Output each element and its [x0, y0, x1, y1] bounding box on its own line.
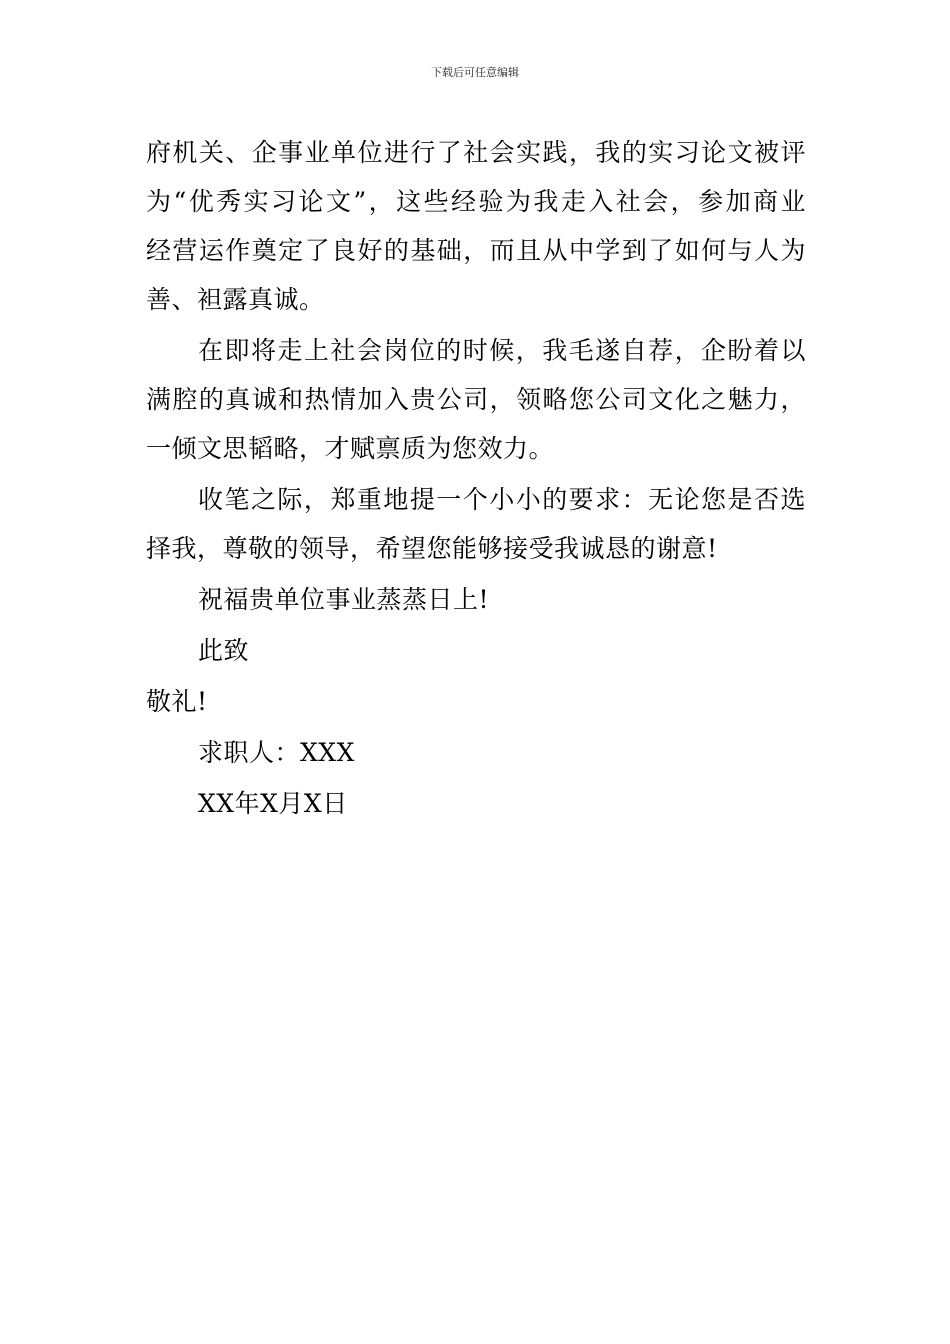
text-line: 择我，尊敬的领导，希望您能够接受我诚恳的谢意! [146, 534, 718, 563]
text-line: 在即将走上社会岗位的时候，我毛遂自荐，企盼着以 [198, 336, 806, 365]
signature-line: 求职人：XXX [198, 738, 355, 767]
text-line: 府机关、企事业单位进行了社会实践，我的实习论文被评 [146, 138, 806, 167]
paragraph-self-recommend [146, 326, 806, 473]
page-header-note: 下载后可任意编辑 [431, 66, 519, 79]
paragraph-practice [146, 128, 806, 324]
letter-body [146, 128, 806, 828]
date-line: XX年X月X日 [198, 789, 348, 818]
text-line: 收笔之际，郑重地提一个小小的要求：无论您是否选 [198, 485, 806, 514]
closing-respect: 敬礼! [146, 687, 208, 716]
text-line: 为“优秀实习论文”，这些经验为我走入社会，参加商业 [146, 187, 806, 216]
paragraph-request [146, 475, 806, 573]
text-line: 满腔的真诚和热情加入贵公司，领略您公司文化之魅力， [146, 385, 806, 414]
text-line: 善、袒露真诚。 [146, 285, 325, 314]
text-line: 一倾文思韬略，才赋禀质为您效力。 [146, 434, 555, 463]
text-line: 经营运作奠定了良好的基础，而且从中学到了如何与人为 [146, 236, 806, 265]
closing-salutation: 此致 [198, 636, 250, 665]
wishes-line: 祝福贵单位事业蒸蒸日上! [198, 585, 490, 614]
